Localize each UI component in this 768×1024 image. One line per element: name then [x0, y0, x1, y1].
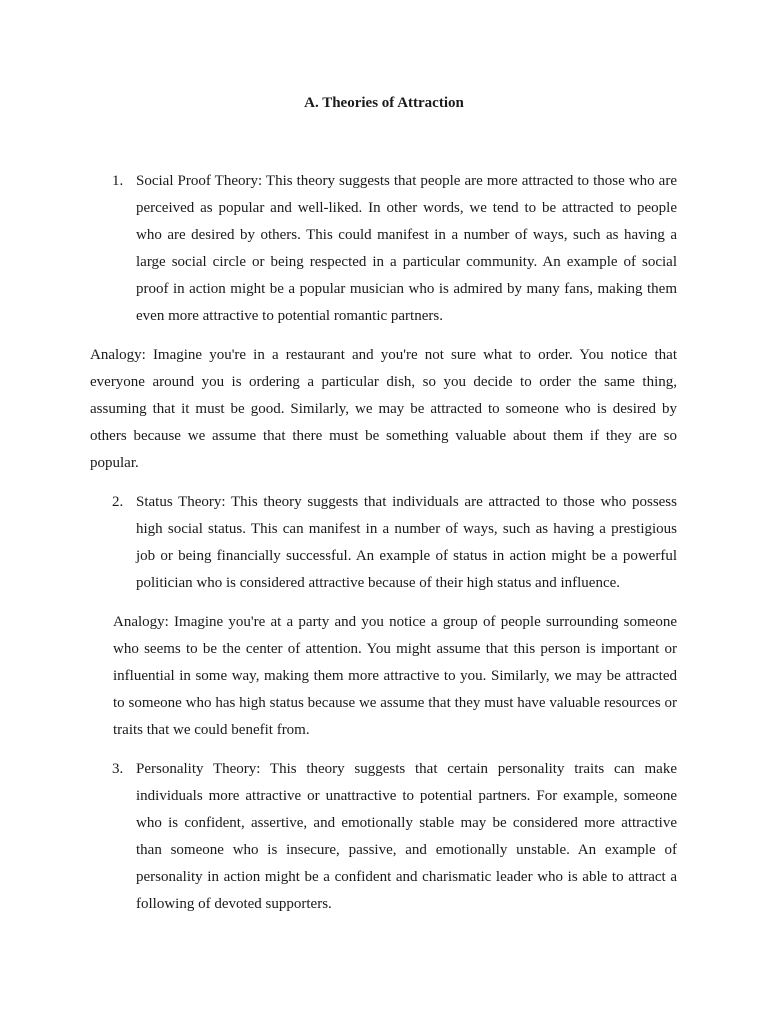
list-item-social-proof: [112, 168, 677, 330]
analogy-paragraph-party: Analogy: Imagine you're at a party and you notice a group of people surrounding someone who seems to be the center of attention. You might assume that this person is important or influential in some way, making them more attractive to you. Similarly, we may be attracted to someone who has high status because we assume that they must have valuable resources or traits that we could benefit from.: [113, 614, 677, 738]
list-item-personality: [112, 756, 677, 918]
list-number: 2.: [112, 494, 124, 510]
list-item-status: [112, 489, 677, 597]
analogy-paragraph-restaurant: Analogy: Imagine you're in a restaurant and you're not sure what to order. You notice that everyone around you is ordering a particular dish, so you decide to order the same thing, assuming that it must be good. Similarly, we may be attracted to someone who is desired by others because we assume that there must be something valuable about them if they are so popular.: [90, 347, 677, 471]
document-title: A. Theories of Attraction: [304, 95, 464, 111]
list-item-text: Personality Theory: This theory suggests that certain personality traits can make individuals more attractive or unattractive to potential partners. For example, someone who is confident, assertive, and emotionally stable may be considered more attractive than someone who is insecure, passive, and emotionally unstable. An example of personality in action might be a confident and charismatic leader who is able to attract a following of devoted supporters.: [136, 761, 677, 912]
list-item-text: Social Proof Theory: This theory suggests that people are more attracted to those who are perceived as popular and well-liked. In other words, we tend to be attracted to people who are desired by others. This could manifest in a number of ways, such as having a large social circle or being respected in a particular community. An example of social proof in action might be a popular musician who is admired by many fans, making them even more attractive to potential romantic partners.: [136, 173, 677, 324]
list-item-text: Status Theory: This theory suggests that individuals are attracted to those who possess high social status. This can manifest in a number of ways, such as having a prestigious job or being financially successful. An example of status in action might be a powerful politician who is considered attractive because of their high status and influence.: [136, 494, 677, 591]
list-number: 3.: [112, 761, 124, 777]
list-number: 1.: [112, 173, 124, 189]
